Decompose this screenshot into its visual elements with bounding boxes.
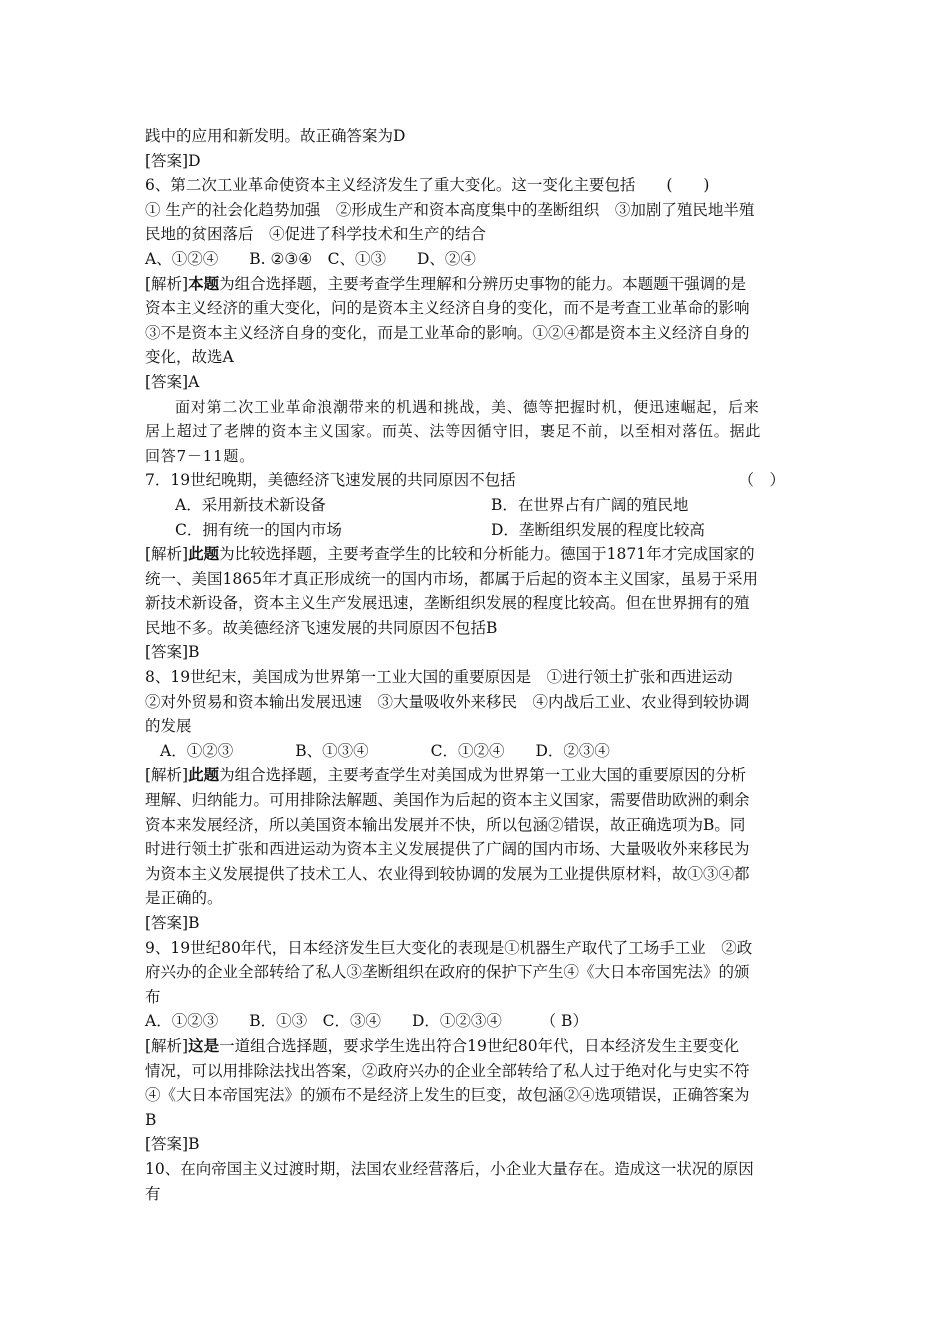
q8-analysis-line6: 是正确的。 xyxy=(145,889,223,908)
analysis-keyword: 这是 xyxy=(188,1035,220,1055)
q9-options: A．①②③ B．①③ C．③④ D．①②③④ （ B） xyxy=(145,1012,588,1031)
q8-stem-line1: 8、19世纪末，美国成为世界第一工业大国的重要原因是 ①进行领土扩张和西进运动 xyxy=(145,668,733,687)
q5-tail-text: 践中的应用和新发明。故正确答案为D xyxy=(145,127,406,145)
q7-stem: 7．19世纪晚期，美德经济飞速发展的共同原因不包括 xyxy=(145,471,516,490)
document-page xyxy=(145,124,815,1206)
q7-stem-row xyxy=(145,468,815,493)
q7-option-d: D．垄断组织发展的程度比较高 xyxy=(491,520,705,539)
q5-answer: [答案]D xyxy=(145,151,201,170)
q7-analysis-line3: 新技术新设备，资本主义生产发展迅速，垄断组织发展的程度比较高。但在世界拥有的殖 xyxy=(145,594,750,613)
q7-options-row1 xyxy=(145,493,815,518)
q7-option-c: C．拥有统一的国内市场 xyxy=(175,520,342,539)
q9-analysis-line2: 情况，可以用排除法找出答案，②政府兴办的企业全部转给了私人过于绝对化与史实不符 xyxy=(145,1061,750,1080)
passage-line3: 回答7－11题。 xyxy=(145,446,256,465)
q8-answer: [答案]B xyxy=(145,914,200,932)
q8-analysis-line1 xyxy=(145,763,815,788)
q7-answer-paren: （ ） xyxy=(738,471,785,490)
q7-answer: [答案]B xyxy=(145,643,200,662)
analysis-label: [解析] xyxy=(145,766,189,785)
q6-analysis-line2: 资本主义经济的重大变化，问的是资本主义经济自身的变化，而不是考查工业革命的影响 xyxy=(145,299,750,318)
q9-answer: [答案]B xyxy=(145,1135,200,1154)
q9-stem-line1: 9、19世纪80年代，日本经济发生巨大变化的表现是①机器生产取代了工场手工业 ②政 xyxy=(145,938,753,957)
q10-stem-line1: 10、在向帝国主义过渡时期，法国农业经营落后，小企业大量存在。造成这一状况的原因 xyxy=(145,1159,754,1178)
analysis-text: 一道组合选择题，要求学生选出符合19世纪80年代，日本经济发生主要变化 xyxy=(219,1036,740,1055)
q8-analysis-line4: 时进行领土扩张和西进运动为资本主义发展提供了广阔的国内市场、大量吸收外来移民为 xyxy=(145,840,750,859)
passage-line1: 面对第二次工业革命浪潮带来的机遇和挑战，美、德等把握时机，便迅速崛起，后来 xyxy=(175,397,760,416)
analysis-keyword: 此题 xyxy=(188,765,220,785)
q6-items-line2: 民地的贫困落后 ④促进了科学技术和生产的结合 xyxy=(145,225,487,244)
q9-analysis-line3: ④《大日本帝国宪法》的颁布不是经济上发生的巨变，故包涵②④选项错误，正确答案为 xyxy=(145,1086,750,1105)
analysis-label: [解析] xyxy=(145,274,189,293)
analysis-keyword: 本题 xyxy=(188,273,220,293)
q8-analysis-line2: 理解、归纳能力。可用排除法解题、美国作为后起的资本主义国家，需要借助欧洲的剩余 xyxy=(145,791,750,810)
analysis-label: [解析] xyxy=(145,545,189,564)
q6-answer: [答案]A xyxy=(145,372,200,391)
q7-analysis-line2: 统一、美国1865年才真正形成统一的国内市场，都属于后起的资本主义国家，虽易于采用 xyxy=(145,569,758,588)
passage-line2: 居上超过了老牌的资本主义国家。而英、法等因循守旧，裹足不前，以至相对落伍。据此 xyxy=(145,422,762,441)
q6-analysis-line1 xyxy=(145,272,815,297)
q7-analysis-line4: 民地不多。故美德经济飞速发展的共同原因不包括B xyxy=(145,618,498,637)
q7-analysis-line1 xyxy=(145,542,815,567)
q8-analysis-line3: 资本来发展经济，所以美国资本输出发展并不快，所以包涵②错误，故正确选项为B。同 xyxy=(145,815,746,834)
q9-analysis-line1 xyxy=(145,1034,815,1059)
analysis-text: 为比较选择题，主要考查学生的比较和分析能力。德国于1871年才完成国家的 xyxy=(219,545,755,564)
analysis-keyword: 此题 xyxy=(188,544,220,564)
q7-option-b: B．在世界占有广阔的殖民地 xyxy=(491,495,689,514)
q8-stem-line3: 的发展 xyxy=(145,717,192,736)
analysis-text: 为组合选择题，主要考查学生对美国成为世界第一工业大国的重要原因的分析 xyxy=(219,766,747,785)
q6-items-line1: ① 生产的社会化趋势加强 ②形成生产和资本高度集中的垄断组织 ③加剧了殖民地半殖 xyxy=(145,200,755,219)
q8-analysis-line5: 为资本主义发展提供了技术工人、农业得到较协调的发展为工业提供原材料，故①③④都 xyxy=(145,864,750,883)
q8-options: A．①②③ B、①③④ C．①②④ D．②③④ xyxy=(160,741,610,760)
analysis-label: [解析] xyxy=(145,1036,189,1055)
q6-analysis-line4: 变化，故选A xyxy=(145,348,234,367)
q8-stem-line2: ②对外贸易和资本输出发展迅速 ③大量吸收外来移民 ④内战后工业、农业得到较协调 xyxy=(145,692,750,711)
q7-options-row2 xyxy=(145,518,815,543)
q10-stem-line2: 有 xyxy=(145,1184,161,1203)
analysis-text: 为组合选择题，主要考查学生理解和分辨历史事物的能力。本题题干强调的是 xyxy=(219,274,747,293)
q7-option-a: A．采用新技术新设备 xyxy=(175,495,326,514)
q9-analysis-line4: B xyxy=(145,1110,157,1129)
q9-stem-line3: 布 xyxy=(145,987,161,1006)
q6-stem: 6、第二次工业革命使资本主义经济发生了重大变化。这一变化主要包括 ( ) xyxy=(145,176,710,195)
q9-stem-line2: 府兴办的企业全部转给了私人③垄断组织在政府的保护下产生④《大日本帝国宪法》的颁 xyxy=(145,963,750,982)
q6-options: A、①②④ B. ②③④ C、①③ D、②④ xyxy=(145,249,476,268)
q6-analysis-line3: ③不是资本主义经济自身的变化，而是工业革命的影响。①②④都是资本主义经济自身的 xyxy=(145,323,750,342)
